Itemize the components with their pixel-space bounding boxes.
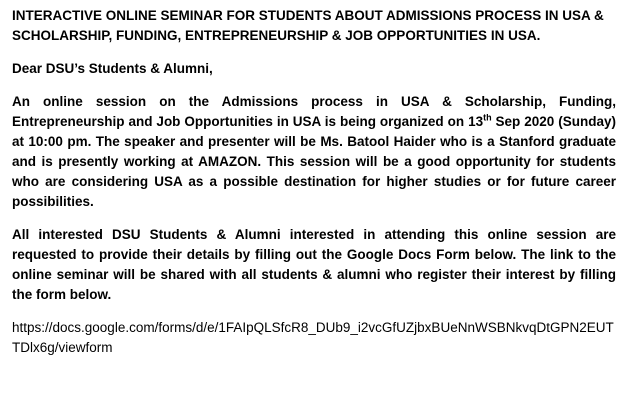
registration-paragraph: All interested DSU Students & Alumni interested in attending this online session are requested to provide their details by filling out the Google Docs Form below. The link to the online seminar will be shared with all students & alumni who register their interest by filling the form below. <box>12 227 616 302</box>
announcement-text-after-date: Sep 2020 (Sunday) at 10:00 pm. The speaker and presenter will be Ms. Batool Haider who is a Stanford graduate and is presently working at AMAZON. This session will be a good opportunity for students who are considering USA as a possible destination for higher studies or for future career possibilities. <box>12 114 617 209</box>
announcement-text-before-date: An online session on the Admissions process in USA & Scholarship, Funding, Entrepreneurship and Job Opportunities in USA is being organized on 13 <box>12 94 616 129</box>
document-heading: INTERACTIVE ONLINE SEMINAR FOR STUDENTS ABOUT ADMISSIONS PROCESS IN USA & SCHOLARSHIP, FUNDING, ENTREPRENEURSHIP & JOB OPPORTUNITIES IN USA. <box>12 8 604 43</box>
google-form-link[interactable]: https://docs.google.com/forms/d/e/1FAIpQLSfcR8_DUb9_i2vcGfUZjbxBUeNnWSBNkvqDtGPN2EUTTDlx6g/viewform <box>12 320 614 355</box>
salutation: Dear DSU’s Students & Alumni, <box>12 61 213 76</box>
document-body <box>12 6 616 358</box>
date-ordinal-suffix: th <box>483 112 492 123</box>
announcement-paragraph <box>12 92 616 212</box>
